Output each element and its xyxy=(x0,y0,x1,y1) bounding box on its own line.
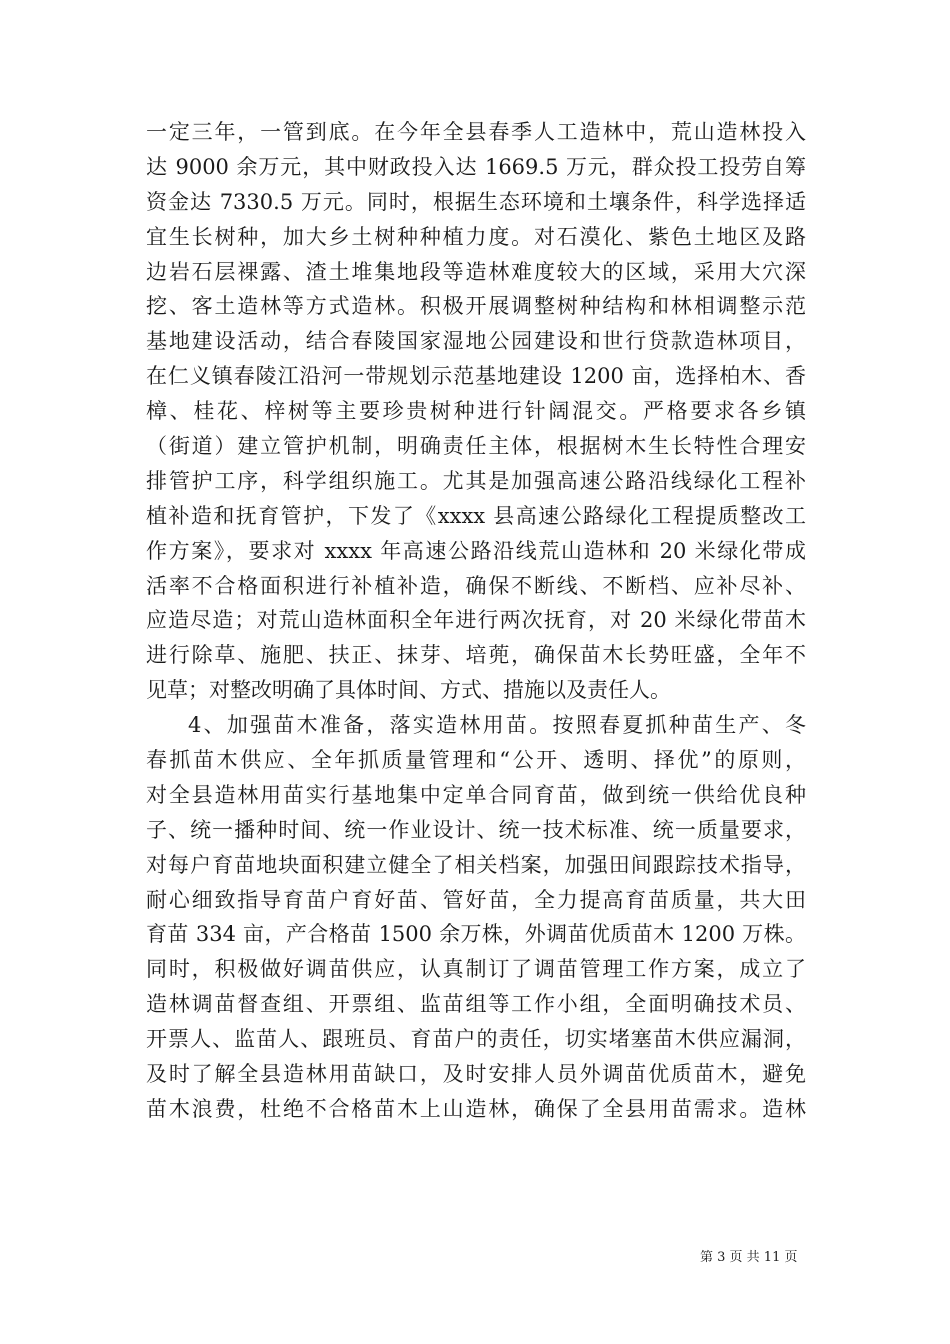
text-line: 挖、客土造林等方式造林。积极开展调整树种结构和林相调整示范 xyxy=(146,294,806,319)
text-line: 作方案》，要求对 xxxx 年高速公路沿线荒山造林和 20 米绿化带成 xyxy=(146,538,806,563)
text-line: 子、统一播种时间、统一作业设计、统一技术标准、统一质量要求， xyxy=(146,817,806,842)
body-text xyxy=(146,115,806,1127)
text-line: 对全县造林用苗实行基地集中定单合同育苗，做到统一供给优良种 xyxy=(146,782,806,807)
text-line: 边岩石层裸露、渣土堆集地段等造林难度较大的区域，采用大穴深 xyxy=(146,259,806,284)
text-line: 基地建设活动，结合春陵国家湿地公园建设和世行贷款造林项目， xyxy=(146,329,806,354)
text-line: 开票人、监苗人、跟班员、育苗户的责任，切实堵塞苗木供应漏洞， xyxy=(146,1027,806,1052)
text-line: 育苗 334 亩，产合格苗 1500 余万株，外调苗优质苗木 1200 万株。 xyxy=(146,922,806,947)
text-line: 耐心细致指导育苗户育好苗、管好苗，全力提高育苗质量，共大田 xyxy=(146,887,806,912)
text-line: 排管护工序，科学组织施工。尤其是加强高速公路沿线绿化工程补 xyxy=(146,468,806,493)
text-line: 见草；对整改明确了具体时间、方式、措施以及责任人。 xyxy=(146,678,671,703)
text-line: 及时了解全县造林用苗缺口，及时安排人员外调苗优质苗木，避免 xyxy=(146,1062,806,1087)
text-line: 宜生长树种，加大乡土树种种植力度。对石漠化、紫色土地区及路 xyxy=(146,224,806,249)
text-line: 在仁义镇春陵江沿河一带规划示范基地建设 1200 亩，选择柏木、香 xyxy=(146,364,806,389)
text-line: 进行除草、施肥、扶正、抹芽、培蔸，确保苗木长势旺盛，全年不 xyxy=(146,643,806,668)
text-line: 植补造和抚育管护，下发了《xxxx 县高速公路绿化工程提质整改工 xyxy=(146,503,806,528)
text-line: 春抓苗木供应、全年抓质量管理和“公开、透明、择优”的原则， xyxy=(146,748,806,773)
section-heading-line: 4、加强苗木准备，落实造林用苗。按照春夏抓种苗生产、冬 xyxy=(188,713,806,738)
text-line: 同时，积极做好调苗供应，认真制订了调苗管理工作方案，成立了 xyxy=(146,957,806,982)
text-line: 达 9000 余万元，其中财政投入达 1669.5 万元，群众投工投劳自筹 xyxy=(146,154,806,179)
text-line: 应造尽造；对荒山造林面积全年进行两次抚育，对 20 米绿化带苗木 xyxy=(146,608,806,633)
text-line: 资金达 7330.5 万元。同时，根据生态环境和土壤条件，科学选择适 xyxy=(146,189,806,214)
text-line: 对每户育苗地块面积建立健全了相关档案，加强田间跟踪技术指导， xyxy=(146,852,806,877)
page-number: 第 3 页 共 11 页 xyxy=(700,1250,798,1265)
text-line: 苗木浪费，杜绝不合格苗木上山造林，确保了全县用苗需求。造林 xyxy=(146,1096,806,1121)
text-line: （街道）建立管护机制，明确责任主体，根据树木生长特性合理安 xyxy=(146,434,806,459)
text-line: 樟、桂花、梓树等主要珍贵树种进行针阔混交。严格要求各乡镇 xyxy=(146,399,806,424)
text-line: 造林调苗督查组、开票组、监苗组等工作小组，全面明确技术员、 xyxy=(146,992,806,1017)
text-line: 活率不合格面积进行补植补造，确保不断线、不断档、应补尽补、 xyxy=(146,573,806,598)
text-line: 一定三年，一管到底。在今年全县春季人工造林中，荒山造林投入 xyxy=(146,120,806,144)
